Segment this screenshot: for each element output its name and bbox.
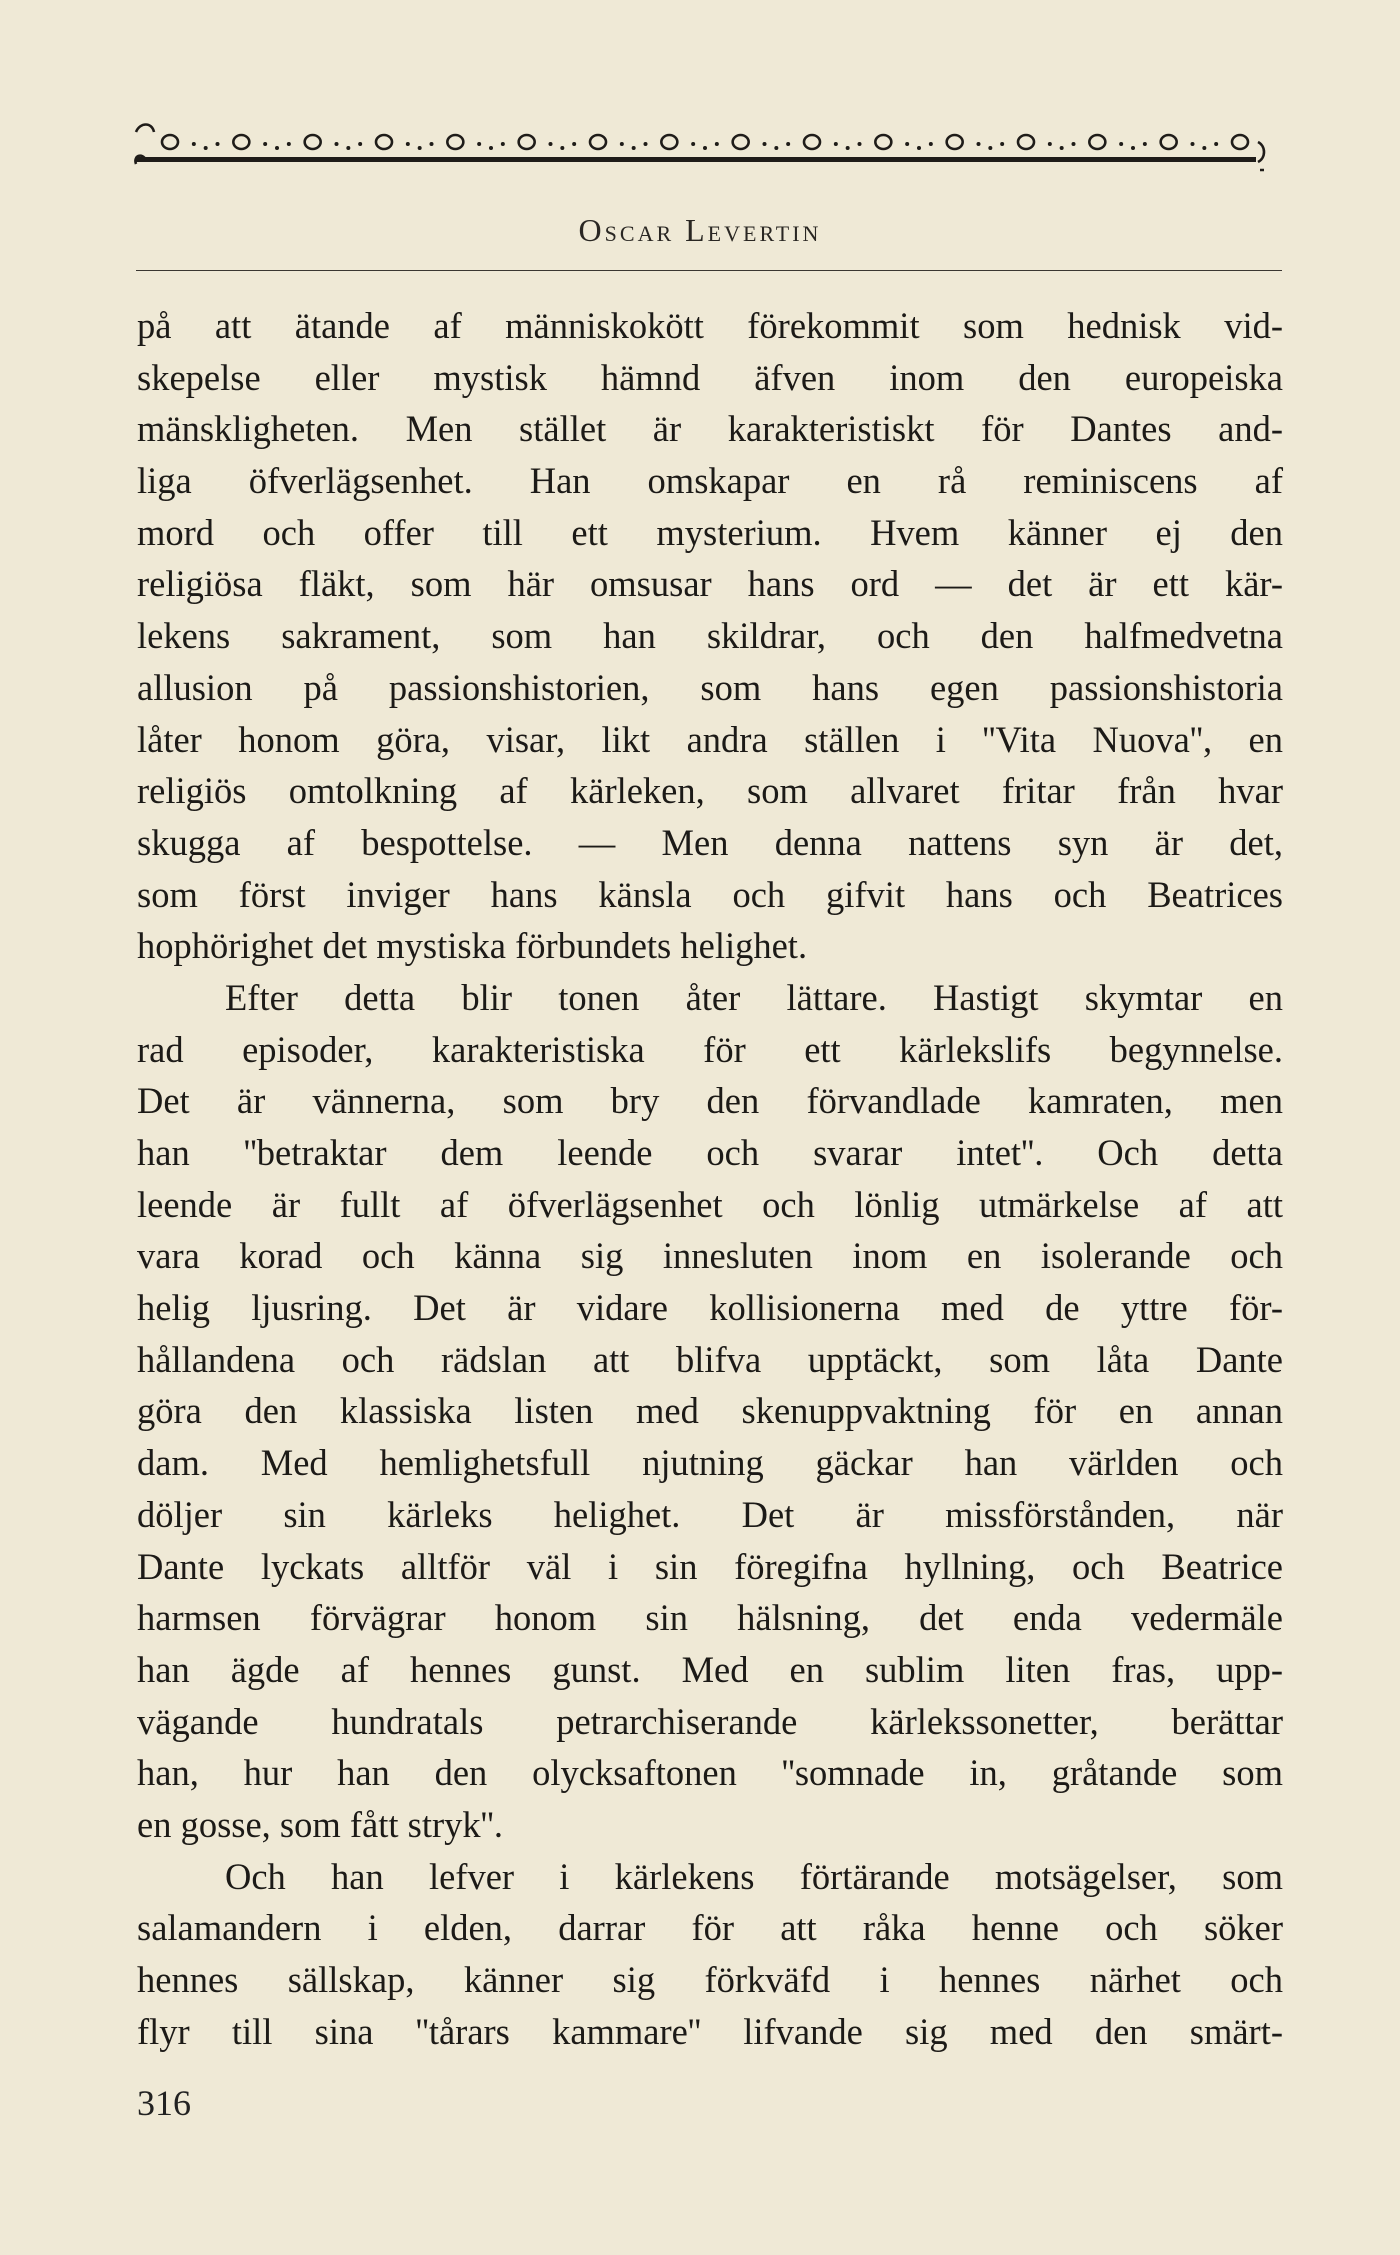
text-line: Det är vännerna, som bry den förvandlade kamraten, men (137, 1080, 1283, 1122)
running-head: Oscar Levertin (578, 212, 822, 248)
text-line: döljer sin kärleks helighet. Det är missförstånden, när (137, 1493, 1283, 1535)
text-line: leende är fullt af öfverlägsenhet och lönlig utmärkelse af att (137, 1183, 1283, 1225)
ornament-dot (1060, 146, 1064, 150)
ornament-ring (1089, 135, 1105, 149)
ornament-dot (1048, 142, 1052, 146)
ornament-dot (786, 142, 790, 146)
ornament-ring (447, 135, 463, 149)
ornament-ring (305, 135, 321, 149)
ornament-ring (804, 135, 820, 149)
text-line: Efter detta blir tonen åter lättare. Hastigt skymtar en (225, 976, 1283, 1018)
header-rule (136, 270, 1282, 271)
ornament-dot (489, 146, 493, 150)
ornament-ring (947, 135, 963, 149)
text-line: helig ljusring. Det är vidare kollisionerna med de yttre för- (137, 1287, 1283, 1329)
ornament-dot (929, 142, 933, 146)
ornament-ring (661, 135, 677, 149)
ornament-ring (1232, 135, 1248, 149)
body-text (137, 300, 1283, 2057)
text-line: på att ätande af människokött förekommit som hednisk vid- (137, 305, 1283, 346)
text-line: liga öfverlägsenhet. Han omskapar en rå reminiscens af (137, 460, 1283, 502)
ornament-dot (477, 142, 481, 146)
ornament-dot (774, 146, 778, 150)
text-line: han, hur han den olycksaftonen ''somnade in, gråtande som (137, 1752, 1283, 1794)
ornament-dot (275, 146, 279, 150)
ornament-dot (1000, 142, 1004, 146)
ornament-ring (733, 135, 749, 149)
ornament-dot (715, 142, 719, 146)
text-line: en gosse, som fått stryk''. (137, 1803, 503, 1845)
ornament-ring (376, 135, 392, 149)
text-line: han ''betraktar dem leende och svarar intet''. Och detta (137, 1132, 1283, 1173)
ornament-ring (233, 135, 249, 149)
text-line: som först inviger hans känsla och gifvit hans och Beatrices (137, 873, 1283, 915)
text-line: hållandena och rädslan att blifva upptäckt, som låta Dante (137, 1338, 1283, 1380)
text-line: dam. Med hemlighetsfull njutning gäckar han världen och (137, 1442, 1283, 1484)
ornament-dot (834, 142, 838, 146)
ornament-dot (620, 142, 624, 146)
text-line: skugga af bespottelse. — Men denna nattens syn är det, (137, 821, 1283, 863)
ornament-dot (560, 146, 564, 150)
ornament-dot (1214, 142, 1218, 146)
ornament-ring (1018, 135, 1034, 149)
ornament-dot (216, 142, 220, 146)
ornament-dot (192, 142, 196, 146)
ornament-dot (430, 142, 434, 146)
ornament-ring (875, 135, 891, 149)
ornament-dot (905, 142, 909, 146)
ornament-ring (162, 135, 178, 149)
ornament-dot (977, 142, 981, 146)
ornament-dot (632, 146, 636, 150)
ornament-rule (136, 157, 1256, 162)
text-line: han ägde af hennes gunst. Med en sublim liten fras, upp- (137, 1648, 1283, 1690)
text-line: rad episoder, karakteristiska för ett kärlekslifs begynnelse. (137, 1028, 1283, 1070)
ornament-dot (644, 142, 648, 146)
text-line: flyr till sina ''tårars kammare'' lifvande sig med den smärt- (137, 2010, 1283, 2052)
ornament-dot (572, 142, 576, 146)
text-line: göra den klassiska listen med skenuppvaktning för en annan (137, 1390, 1283, 1432)
ornament-dot (358, 142, 362, 146)
ornament-dot (418, 146, 422, 150)
page-number: 316 (137, 2083, 191, 2123)
ornament-dot (549, 142, 553, 146)
text-line: vägande hundratals petrarchiserande kärlekssonetter, berättar (137, 1700, 1283, 1742)
ornament-ring (590, 135, 606, 149)
ornament-dot (1143, 142, 1147, 146)
ornament-corner-right (1258, 142, 1264, 170)
text-line: låter honom göra, visar, likt andra ställen i ''Vita Nuova'', en (137, 718, 1283, 760)
text-line: mord och offer till ett mysterium. Hvem känner ej den (137, 511, 1283, 553)
text-line: salamandern i elden, darrar för att råka henne och söker (137, 1907, 1283, 1949)
ornament-dot (1131, 146, 1135, 150)
text-line: religiös omtolkning af kärleken, som allvaret fritar från hvar (137, 770, 1283, 812)
ornament-ring (1161, 135, 1177, 149)
ornament-dot (846, 146, 850, 150)
ornament-dot (1119, 142, 1123, 146)
ornament-dot (917, 146, 921, 150)
ornament-dot (691, 142, 695, 146)
ornament-dot (406, 142, 410, 146)
ornament-dot (346, 146, 350, 150)
ornament-dot (988, 146, 992, 150)
text-line: Dante lyckats alltför väl i sin föregifna hyllning, och Beatrice (137, 1545, 1283, 1587)
ornamental-border (130, 118, 1280, 176)
ornament-dot (763, 142, 767, 146)
ornament-ring (519, 135, 535, 149)
text-line: vara korad och känna sig innesluten inom en isolerande och (137, 1235, 1283, 1277)
ornament-dot (335, 142, 339, 146)
text-line: Och han lefver i kärlekens förtärande motsägelser, som (225, 1855, 1283, 1897)
text-line: mänskligheten. Men stället är karakteristiskt för Dantes and- (137, 408, 1283, 450)
ornament-dot (1191, 142, 1195, 146)
ornament-dot (501, 142, 505, 146)
ornament-dot (204, 146, 208, 150)
text-line: allusion på passionshistorien, som hans egen passionshistoria (137, 666, 1283, 708)
ornament-dot (858, 142, 862, 146)
text-line: harmsen förvägrar honom sin hälsning, det enda vedermäle (137, 1597, 1283, 1639)
text-line: hennes sällskap, känner sig förkväfd i hennes närhet och (137, 1959, 1283, 2000)
ornament-dot (287, 142, 291, 146)
text-line: religiösa fläkt, som här omsusar hans ord — det är ett kär- (137, 563, 1283, 605)
ornament-dot (263, 142, 267, 146)
text-line: skepelse eller mystisk hämnd äfven inom den europeiska (137, 356, 1283, 398)
text-line: hophörighet det mystiska förbundets helighet. (137, 925, 808, 967)
text-line: lekens sakrament, som han skildrar, och den halfmedvetna (137, 615, 1283, 657)
ornament-dot (1202, 146, 1206, 150)
ornament-dot (703, 146, 707, 150)
ornament-chain (162, 135, 1248, 150)
ornament-dot (1072, 142, 1076, 146)
